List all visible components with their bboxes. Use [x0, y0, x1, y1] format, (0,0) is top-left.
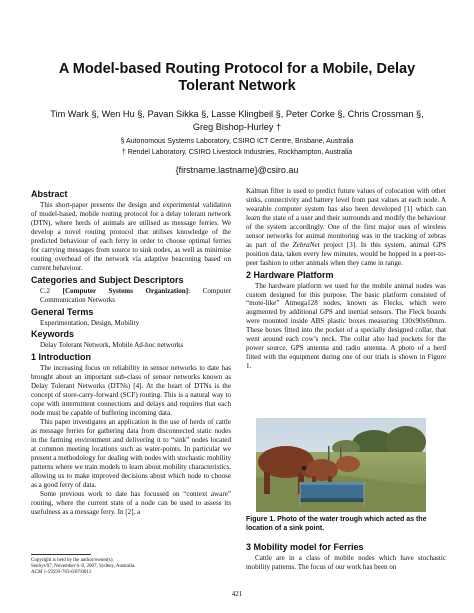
copyright-rule [31, 554, 91, 555]
paper-title: A Model-based Routing Protocol for a Mobile, Delay Tolerant Network [58, 61, 416, 94]
intro-paragraph-3: Some previous work to date has focussed on “context aware” routing, where the current state of a node can be used to assess its usefulness as a message ferry. In [2], a [31, 489, 231, 516]
authors-line-2: Greg Bishop-Hurley † [192, 122, 282, 132]
category-rest: : Computer Communication Networks [40, 286, 232, 304]
category-bold: [Computer Systems Organization] [62, 286, 189, 295]
figure-cattle-photo [256, 418, 426, 512]
author-email: {firstname.lastname}@csiro.au [175, 165, 299, 175]
intro-paragraph-2: This paper investigates an application in the use of herds of cattle as message ferries for gathering data from disconnected static nodes in the farming environment and delivering it to “sink” nodes located at common meeting locations such as water-points. In particular we present a methodology for dealing with nodes with stochastic mobility patterns where we train models to learn about mobility characteristics, allowing us to make improved decisions about which node to choose as a good ferry of data. [31, 418, 231, 489]
mobility-text: Cattle are in a class of mobile nodes which have stochastic mobility patterns. The focus of our work has been on [246, 554, 446, 571]
hardware-text: The hardware platform we used for the mobile animal nodes was custom designed for this purpose. The basic platform consisted of “mote-like” Atmega128 nodes, known as Flecks, which were augmented by additional GPS and inertial sensors. The Fleck boards were mounted inside ABS plastic boxes measuring 130x90x60mm. These boxes fitted into the pocket of a specially designed collar, that went around each cow’s neck. The collar also had pockets for the power source, GPS antenna and radio antenna. A photo of a herd fitted with the equipment during one of our trials is shown in Figure 1. [246, 281, 446, 371]
zebranet-name: ZebraNet [292, 240, 320, 249]
abstract-heading: Abstract [31, 189, 68, 199]
keywords-heading: Keywords [31, 329, 75, 340]
copyright-line-2: SenSys'07, November 6–9, 2007, Sydney, Australia. [31, 564, 136, 569]
related-work-text-end: project [3]. In this system, animal GPS position data, taken every few minutes, would be hopped in a peer-to-peer fashion to other animals when they came in range. [246, 240, 446, 267]
left-column [31, 187, 231, 517]
intro-paragraph-1: The increasing focus on reliability in sensor networks to date has brought about an important sub-class of sensor networks known as Delay Tolerant Networks (DTNs) [4]. At the heart of DTNs is the concept of store-carry-forward (SCF) routing. This is a natural way to cope with intermittent connections and delays and requires that each node must be capable of buffering incoming data. [31, 364, 231, 418]
copyright-line-1: Copyright is held by the author/owner(s). [31, 558, 114, 563]
page-number: 421 [231, 590, 243, 598]
copyright-block [31, 558, 231, 576]
copyright-line-3: ACM 1-59593-763-6/07/0011 [31, 570, 92, 575]
keywords-text: Delay Tolerant Network, Mobile Ad-hoc networks [40, 341, 184, 350]
related-work-paragraph [246, 187, 446, 268]
authors-line-1: Tim Wark §, Wen Hu §, Pavan Sikka §, Lasse Klingbeil §, Peter Corke §, Chris Crossman §, [50, 109, 424, 119]
affiliation-2: † Rendel Laboratory, CSIRO Livestock Industries, Rockhampton, Australia [121, 149, 353, 156]
mobility-section [246, 540, 446, 572]
figure-caption: Figure 1. Photo of the water trough which acted as the location of a sink point. [246, 516, 427, 532]
hardware-heading: 2 Hardware Platform [246, 269, 334, 280]
general-terms-text: Experimentation, Design, Mobility [40, 318, 140, 327]
categories-heading: Categories and Subject Descriptors [31, 274, 184, 285]
affiliation-1: § Autonomous Systems Laboratory, CSIRO ICT Centre, Brisbane, Australia [120, 138, 354, 145]
author-list [30, 108, 444, 134]
introduction-heading: 1 Introduction [31, 352, 91, 363]
cattle-photo-image [256, 418, 426, 512]
general-terms-heading: General Terms [31, 306, 94, 317]
related-work-text: Kalman filter is used to predict future values of colocation with other sinks, connectivity and battery level from past values at each node. A wearable computer system has also been developed [1] which can learn the state of a user and their surrounds and modify the behaviour of the system accordingly. One of the first major uses of wireless sensor networks for animal monitoring was in the tracking of zebras as part of the [246, 187, 446, 249]
right-column [246, 187, 446, 371]
abstract-text: This short-paper presents the design and experimental validation of model-based, mobile routing protocol for a delay tolerant network (DTN), where herds of animals are utilised as message ferries. We develop a novel routing protocol that utilises knowledge of the predicted behaviour of each ferry in order to choose optimal ferries for carrying messages from source to sink nodes, as well as minimise routing overhead of the network via adaptive beaconing based on current behaviour. [31, 201, 231, 272]
category-code: C.2 [40, 286, 63, 295]
categories-text [31, 287, 231, 305]
mobility-heading: 3 Mobility model for Ferries [246, 542, 364, 552]
